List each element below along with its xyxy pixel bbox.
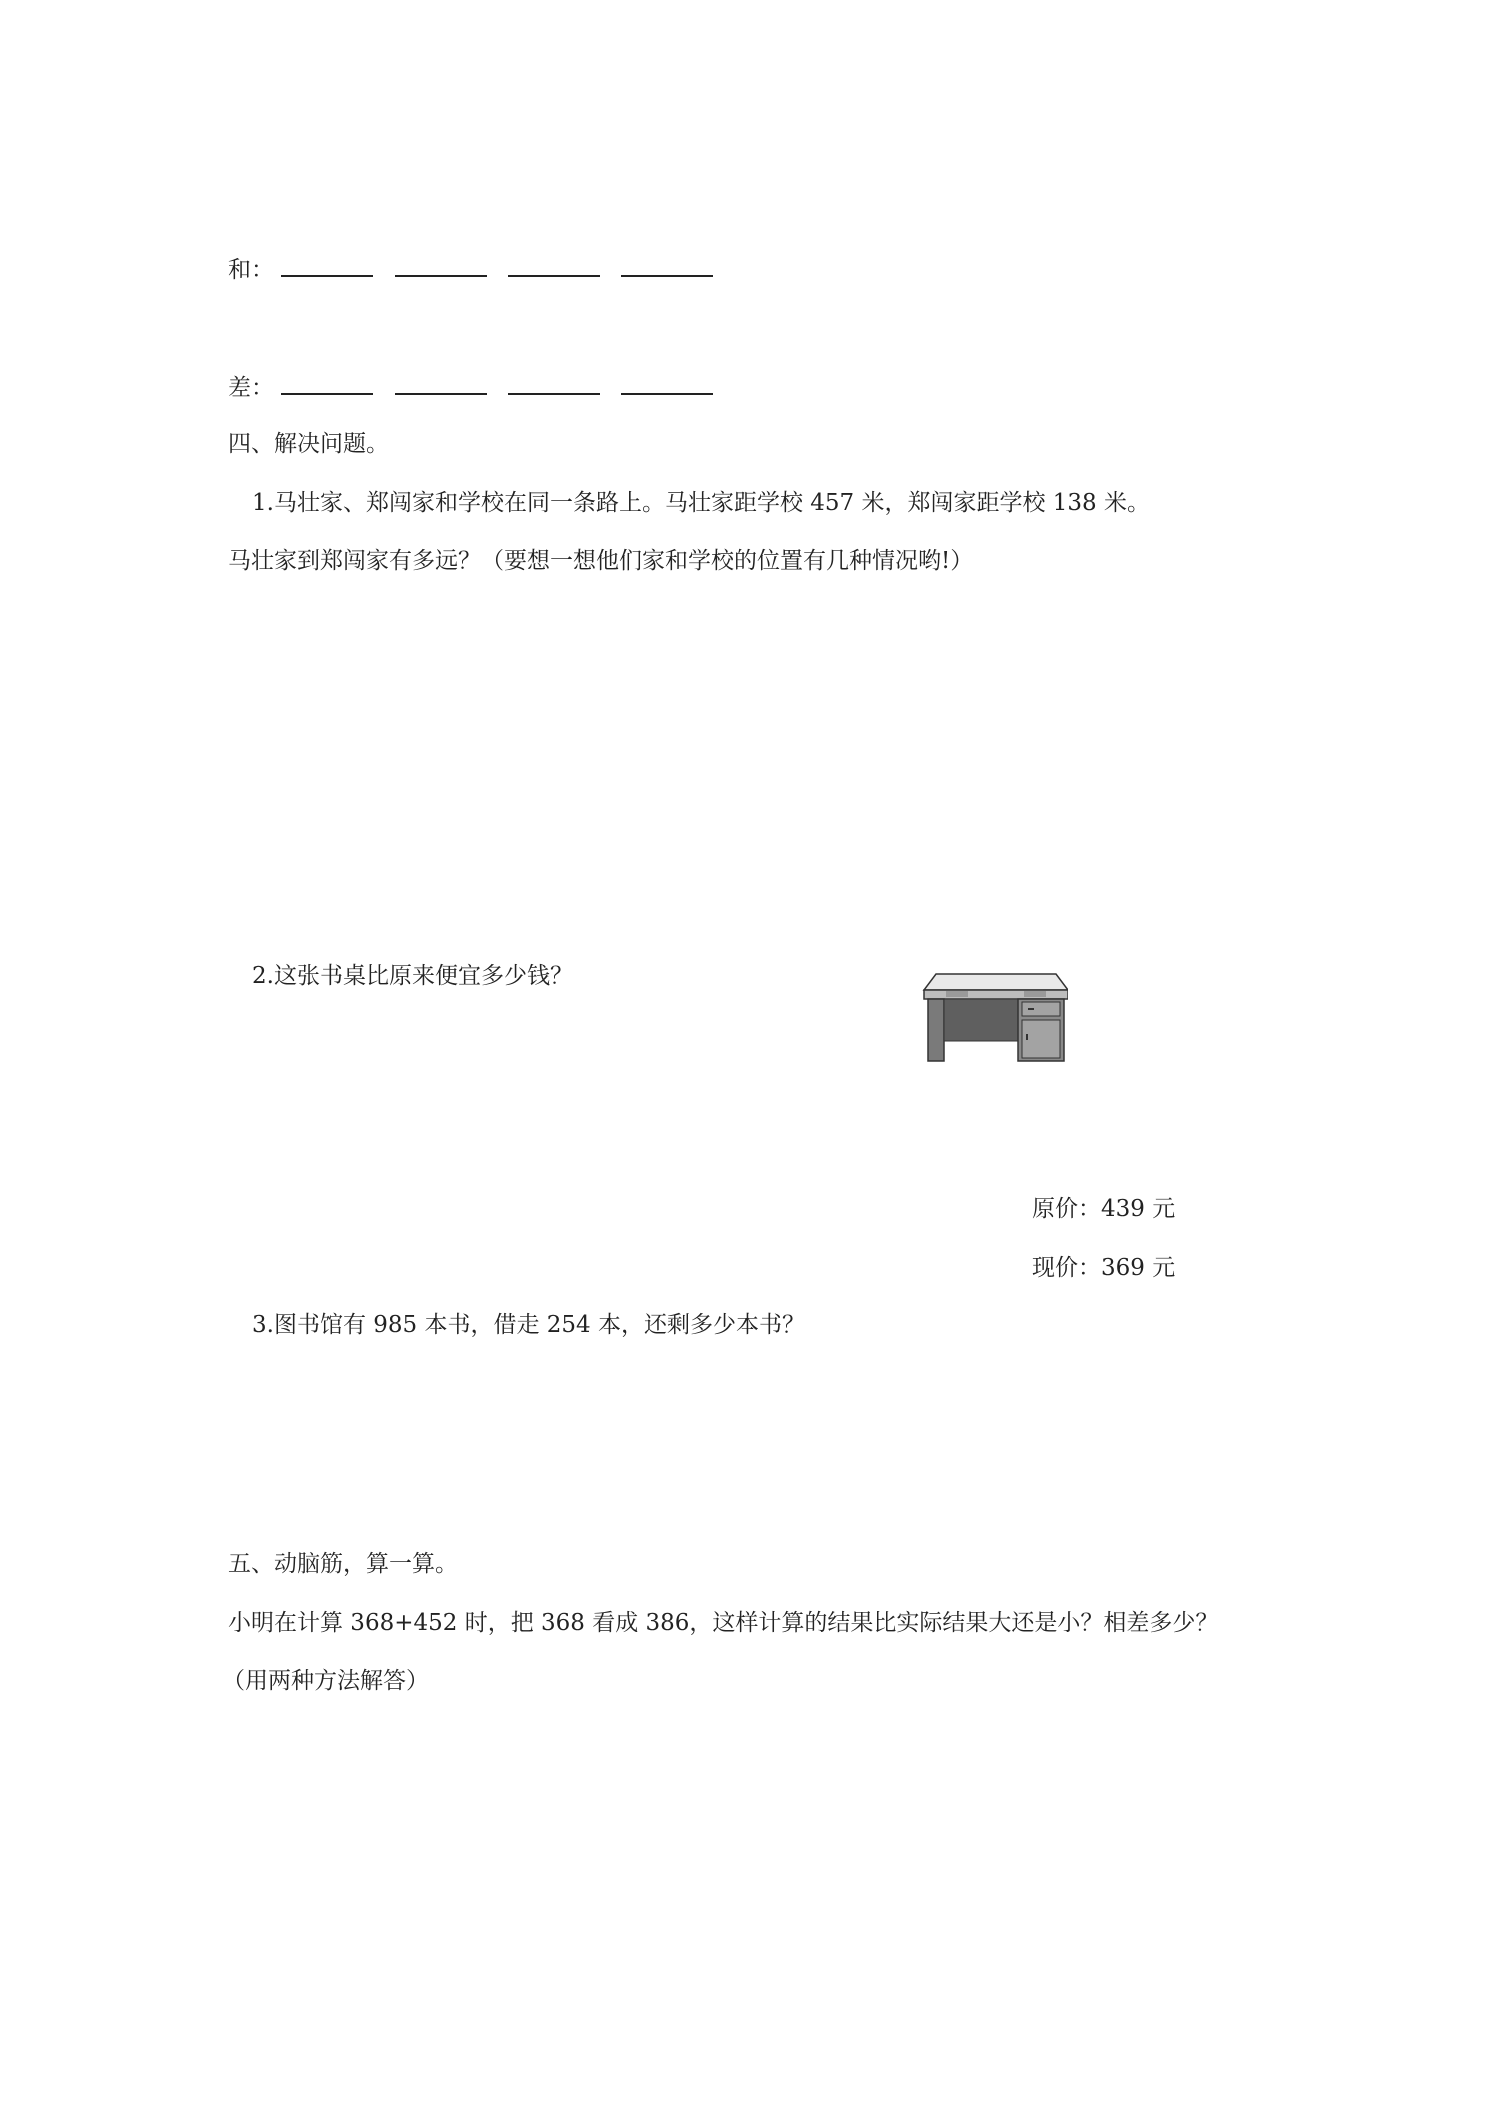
question-2: 2.这张书桌比原来便宜多少钱？: [252, 963, 573, 989]
sum-blank-1[interactable]: [281, 255, 373, 277]
desk-image: [918, 968, 1068, 1068]
diff-blank-4[interactable]: [621, 373, 713, 395]
section4-title: 四、解决问题。: [228, 431, 389, 457]
sum-label: 和：: [228, 257, 274, 283]
diff-blank-2[interactable]: [395, 373, 487, 395]
question-1-line-1: 1.马壮家、郑闯家和学校在同一条路上。马壮家距学校 457 米，郑闯家距学校 138 米。: [252, 490, 1150, 516]
question-1-line-2: 马壮家到郑闯家有多远？（要想一想他们家和学校的位置有几种情况哟!）: [228, 548, 974, 574]
sum-blank-4[interactable]: [621, 255, 713, 277]
price-original: 原价：439 元: [1032, 1196, 1176, 1222]
diff-row: [228, 373, 727, 403]
section5-line-2: （用两种方法解答）: [222, 1668, 429, 1694]
sum-row: [228, 255, 727, 285]
section5-line-1: 小明在计算 368+452 时，把 368 看成 386，这样计算的结果比实际结果大还是小？相差多少？: [228, 1610, 1219, 1636]
sum-blank-3[interactable]: [508, 255, 600, 277]
diff-blank-3[interactable]: [508, 373, 600, 395]
sum-blank-2[interactable]: [395, 255, 487, 277]
price-now: 现价：369 元: [1032, 1255, 1176, 1281]
diff-label: 差：: [228, 375, 274, 401]
diff-blank-1[interactable]: [281, 373, 373, 395]
section5-title: 五、动脑筋，算一算。: [228, 1551, 458, 1577]
question-3: 3.图书馆有 985 本书，借走 254 本，还剩多少本书？: [252, 1312, 805, 1338]
